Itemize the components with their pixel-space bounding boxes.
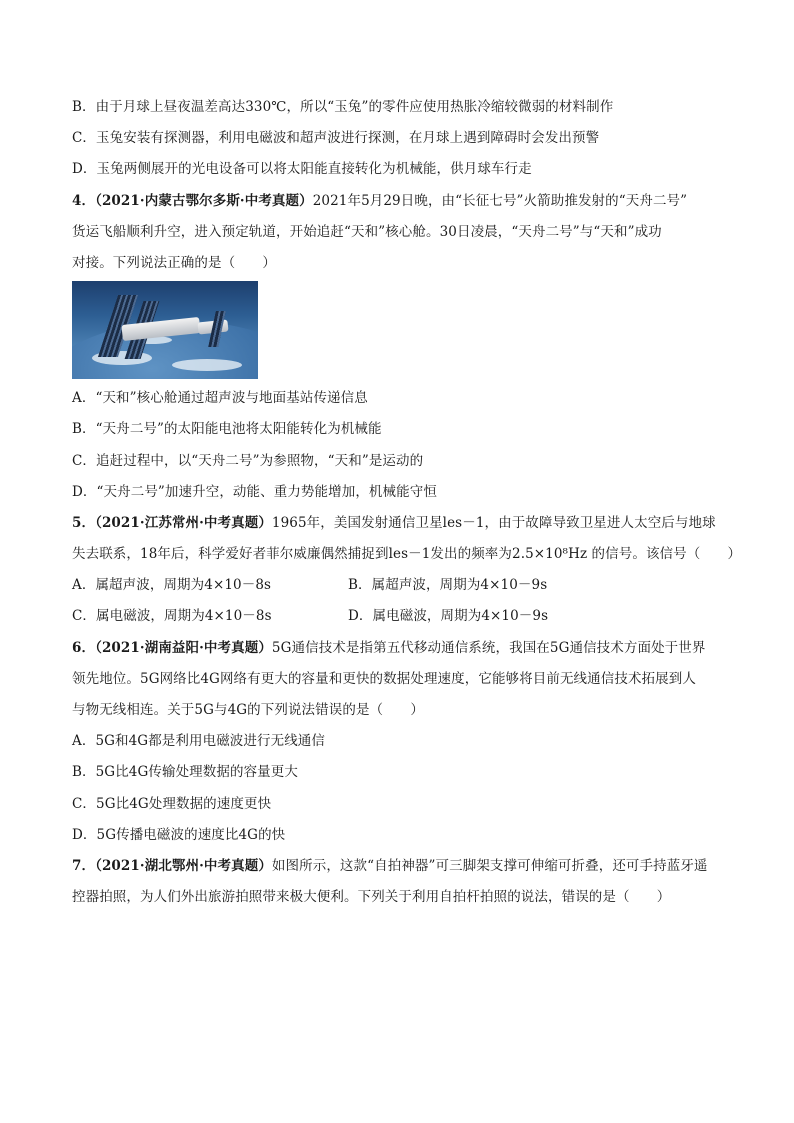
q5-source: 5．（2021·江苏常州·中考真题） — [72, 514, 272, 531]
q7-source: 7．（2021·湖北鄂州·中考真题） — [72, 857, 272, 874]
q5-option-c: C．属电磁波，周期为4×10－8s — [72, 608, 272, 625]
q4-option-c: C．追赶过程中，以“天舟二号”为参照物，“天和”是运动的 — [72, 452, 424, 469]
q4-option-b: B．“天舟二号”的太阳能电池将太阳能转化为机械能 — [72, 421, 382, 438]
q7-stem-line1 — [72, 857, 732, 875]
q4-option-a: A．“天和”核心舱通过超声波与地面基站传递信息 — [72, 390, 368, 407]
q4-stem-line3: 对接。下列说法正确的是（ ） — [72, 254, 276, 271]
q4-stem-text1: 2021年5月29日晚，由“长征七号”火箭助推发射的“天舟二号” — [312, 192, 688, 209]
q5-options-row2 — [72, 607, 732, 625]
exam-page — [72, 98, 742, 919]
q6-option-b: B．5G比4G传输处理数据的容量更大 — [72, 764, 298, 781]
q6-stem-line3: 与物无线相连。关于5G与4G的下列说法错误的是（ ） — [72, 702, 424, 718]
q7-stem-text1: 如图所示，这款“自拍神器”可三脚架支撑可伸缩可折叠，还可手持蓝牙遥 — [271, 857, 708, 874]
q6-stem-line2: 领先地位。5G网络比4G网络有更大的容量和更快的数据处理速度，它能够将目前无线通信技术拓展到人 — [72, 670, 696, 687]
q3-option-b: B．由于月球上昼夜温差高达330℃，所以“玉兔”的零件应使用热胀冷缩较微弱的材料制作 — [72, 99, 614, 115]
q4-stem-line2: 货运飞船顺利升空，进入预定轨道，开始追赶“天和”核心舱。30日凌晨，“天舟二号”与“天和”成功 — [72, 223, 662, 240]
q3-option-c: C．玉兔安装有探测器，利用电磁波和超声波进行探测，在月球上遇到障碍时会发出预警 — [72, 130, 600, 147]
q5-stem-line1 — [72, 514, 732, 532]
q5-option-d: D．属电磁波，周期为4×10－9s — [348, 608, 549, 625]
q7-stem-line2: 控器拍照，为人们外出旅游拍照带来极大便利。下列关于利用自拍杆拍照的说法，错误的是（ ） — [72, 889, 671, 906]
q5-option-a: A．属超声波，周期为4×10－8s — [72, 577, 272, 594]
space-station-photo — [72, 281, 258, 379]
q6-option-c: C．5G比4G处理数据的速度更快 — [72, 795, 272, 812]
q4-stem-line1 — [72, 192, 732, 210]
q6-stem-line1 — [72, 639, 732, 657]
q4-option-d: D．“天舟二号”加速升空，动能、重力势能增加，机械能守恒 — [72, 483, 437, 500]
q5-stem-line2: 失去联系，18年后，科学爱好者菲尔威廉偶然捕捉到les－1发出的频率为2.5×10⁸Hz 的信号。该信号（ ） — [72, 546, 742, 563]
q6-option-a: A．5G和4G都是利用电磁波进行无线通信 — [72, 733, 325, 750]
q4-source: 4．（2021·内蒙古鄂尔多斯·中考真题） — [72, 192, 313, 209]
q3-option-d: D．玉兔两侧展开的光电设备可以将太阳能直接转化为机械能，供月球车行走 — [72, 161, 532, 178]
q5-options-row1 — [72, 576, 732, 594]
q5-stem-text1: 1965年，美国发射通信卫星les－1，由于故障导致卫星进人太空后与地球 — [271, 514, 716, 531]
q6-source: 6．（2021·湖南益阳·中考真题） — [72, 639, 272, 656]
q6-option-d: D．5G传播电磁波的速度比4G的快 — [72, 826, 286, 843]
q5-option-b: B．属超声波，周期为4×10－9s — [348, 577, 548, 594]
q6-stem-text1: 5G通信技术是指第五代移动通信系统，我国在5G通信技术方面处于世界 — [271, 639, 706, 656]
